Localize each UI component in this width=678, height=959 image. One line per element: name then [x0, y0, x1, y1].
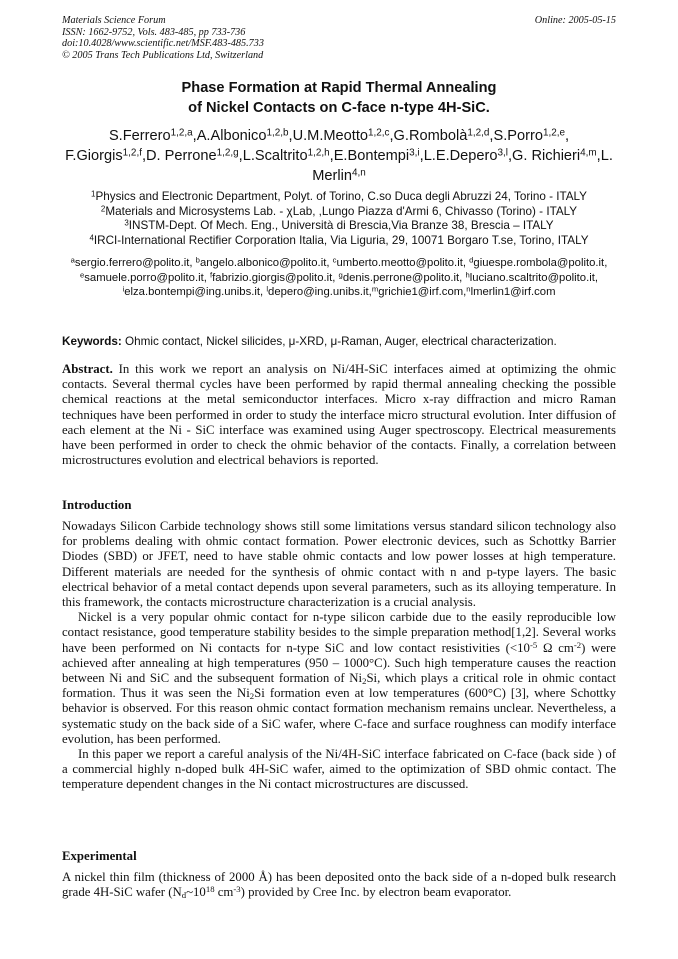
email-list: $^a$sergio.ferrero@polito.it, $^b$angelo.albonico@polito.it, $^c$umberto.meotto@polito.it, $^d$giuespe.rombola@polito.it, $^e$samuele.porro@polito.it, $^f$fabrizio.giorgis@polito.it, $^g$denis.perrone@polito.it, $^h$luciano.scaltrito@polito.it, $^i$elza.bontempi@ing.unibs.it, $^l$depero@ing.unibs.it,$^m$grichie1@irf.com,$^n$lmerlin1@irf.com [70, 255, 608, 299]
intro-paragraph-1: Nowadays Silicon Carbide technology shows still some limitations versus standard silicon technology also for problems dealing with ohmic contact formation. Power electronic devices, such as Schottky Barrier Diodes (SBD) or JFET, need to have stable ohmic contacts and low power losses at high temperature. Different materials are needed for the synthesis of ohmic contact with n and p-type layers. The basic electrical behavior of a metal contact depends upon several parameters, such as its alloying temperature. In this framework, the contacts microstructure characterization is a crucial analysis. [62, 519, 616, 610]
author-name: S.Ferrero [108, 128, 171, 144]
experimental-body [62, 870, 616, 900]
affiliation: $^4$IRCI-International Rectifier Corporation Italia, Via Liguria, 29, 10071 Borgaro T.se, Torino, ITALY [89, 233, 589, 247]
affiliation: $^1$Physics and Electronic Department, Polyt. of Torino, C.so Duca degli Abruzzi 24, Torino - ITALY [91, 189, 587, 203]
section-heading-introduction: Introduction [62, 498, 132, 512]
author-affiliation-marker: 1,2,c [368, 127, 390, 139]
author-name: A.Albonico [196, 128, 267, 144]
author-affiliation-marker: 3,l [497, 147, 508, 159]
journal-name: Materials Science Forum [62, 15, 166, 26]
issn-line: ISSN: 1662-9752, Vols. 483-485, pp 733-736 [62, 26, 246, 38]
keywords-text: Ohmic contact, Nickel silicides, μ-XRD, μ-Raman, Auger, electrical characterization. [125, 335, 557, 348]
intro-paragraph-2: Nickel is a very popular ohmic contact for n-type silicon carbide due to the easily reproducible low contact resistance, good temperature stability besides to the simple preparation method[1,2]. Several works have been performed on Ni contacts for n-type SiC and low contact resistivities ($<10^{-5}$ Ω $cm^{-2}$) were achieved after annealing at high temperatures (950 – 1000°C). Such high temperature causes the reaction between Ni and SiC and the subsequent formation of $Ni_2Si$, which plays a critical role in ohmic contact formation. Thus it was seen the $Ni_2Si$ formation even at low temperatures (600°C) [3], where Schottky behavior is observed. For this reason ohmic contact formation mechanism remains unclear. Nevertheless, a systematic study on the back side of a SiC wafer, where C-face and surface roughness can modify interface evolution, has been performed. [62, 610, 616, 746]
author-affiliation-marker: 1,2,g [216, 147, 239, 159]
author-email: depero@ing.unibs.it, [268, 286, 372, 299]
author-name: L.Scaltrito [242, 148, 308, 164]
author-name: L. Merlin [312, 148, 613, 184]
author-affiliation-marker: 1,2,d [467, 127, 490, 139]
author-affiliation-marker: 4,n [351, 167, 366, 179]
affiliation-list [62, 190, 616, 248]
author-affiliation-marker: 3,i [409, 147, 420, 159]
author-name: E.Bontempi [333, 148, 410, 164]
author-email: denis.perrone@polito.it, [342, 271, 466, 284]
author-email: fabrizio.giorgis@polito.it, [212, 271, 339, 284]
running-header [62, 15, 264, 61]
abstract-text: In this work we report an analysis on Ni/4H-SiC interfaces aimed at optimizing the ohmic contacts. Several thermal cycles have been performed by rapid thermal annealing checking the possible chemical reactions at the metal semiconductor interfaces. Micro x-ray diffraction and micro Raman techniques have been performed in order to study the interface micro structural evolution. Inter diffusion of each element at the Ni - SiC interface was examined using Auger spectroscopy. Electrical measurements have been performed in order to check the ohmic behavior of the contacts. Finally, a correlation between microstructures evolution and electrical behaviors is reported. [62, 362, 616, 468]
title-line-2: of Nickel Contacts on C-face n-type 4H-SiC. [188, 100, 490, 116]
author-list: S.Ferrero$^{1,2,a}$,A.Albonico$^{1,2,b}$,U.M.Meotto$^{1,2,c}$,G.Rombolà$^{1,2,d}$,S.Porro$^{1,2,e}$, F.Giorgis$^{1,2,f}$,D. Perrone$^{1,2,g}$,L.Scaltrito$^{1,2,h}$,E.Bontempi$^{3,i}$,L.E.Depero$^{3,l}$,G. Richieri$^{4,m}$,L. Merlin$^{4,n}$ [65, 127, 613, 184]
author-name: L.E.Depero [423, 148, 498, 164]
keywords-line [62, 334, 616, 349]
paper-title [0, 78, 678, 118]
author-email: samuele.porro@polito.it, [84, 271, 211, 284]
affiliation: $^3$INSTM-Dept. Of Mech. Eng., Università di Brescia,Via Branze 38, Brescia – ITALY [124, 218, 554, 233]
experimental-paragraph-1: A nickel thin film (thickness of 2000 Å) has been deposited onto the back side of a n-doped bulk research grade 4H-SiC wafer ($N_d\sim 10^{18}$ $cm^{-3}$) provided by Cree Inc. by electron beam evaporator. [62, 870, 616, 901]
author-name: D. Perrone [146, 148, 217, 164]
author-email: angelo.albonico@polito.it, [199, 257, 333, 269]
title-line-1: Phase Formation at Rapid Thermal Annealing [181, 80, 497, 96]
author-email: giuespe.rombola@polito.it, [473, 257, 608, 269]
author-name: G.Rombolà [393, 128, 468, 144]
author-email: luciano.scaltrito@polito.it, [469, 271, 598, 284]
intro-paragraph-3: In this paper we report a careful analysis of the Ni/4H-SiC interface fabricated on C-face (back side ) of a commercial highly n-doped bulk 4H-SiC wafer, aimed to the optimization of SBD ohmic contact. The temperature dependent changes in the Ni contact microstructures are discussed. [62, 747, 616, 792]
author-affiliation-marker: 1,2,f [122, 147, 142, 159]
abstract-label: Abstract. [62, 362, 113, 376]
author-affiliation-marker: 1,2,h [307, 147, 330, 159]
keywords-label: Keywords: [62, 335, 122, 348]
author-email: grichie1@irf.com, [378, 286, 467, 299]
introduction-body [62, 519, 616, 793]
author-name: S.Porro [493, 128, 543, 144]
author-affiliation-marker: 1,2,e [542, 127, 565, 139]
affiliation: $^2$Materials and Microsystems Lab. - χLab, ,Lungo Piazza d'Armi 6, Chivasso (Torino) - ITALY [100, 204, 578, 218]
author-email: lmerlin1@irf.com [470, 286, 556, 299]
author-name: U.M.Meotto [292, 128, 368, 144]
author-affiliation-marker: 1,2,b [266, 127, 289, 139]
author-email: elza.bontempi@ing.unibs.it, [124, 286, 267, 299]
author-name: F.Giorgis [65, 148, 123, 164]
author-email: umberto.meotto@polito.it, [336, 257, 470, 269]
section-heading-experimental: Experimental [62, 849, 137, 863]
author-email: sergio.ferrero@polito.it, [74, 257, 196, 269]
online-date: Online: 2005-05-15 [534, 15, 616, 26]
copyright-line: © 2005 Trans Tech Publications Ltd, Switzerland [62, 49, 264, 61]
author-name: Richieri [531, 148, 581, 164]
author-affiliation-marker: 1,2,a [170, 127, 193, 139]
author-affiliation-marker: 4,m [580, 147, 597, 159]
abstract [62, 362, 616, 468]
doi-line: doi:10.4028/www.scientific.net/MSF.483-485.733 [62, 38, 264, 50]
